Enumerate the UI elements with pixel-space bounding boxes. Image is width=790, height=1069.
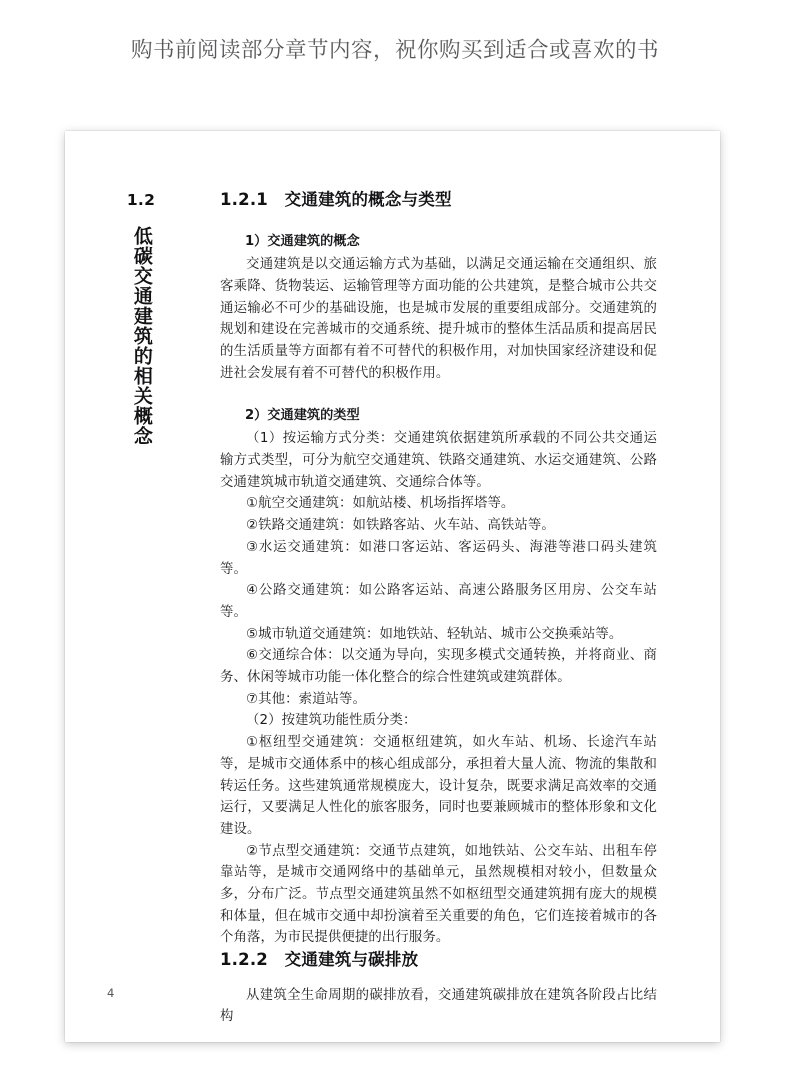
list-item: ⑥交通综合体：以交通为导向，实现多模式交通转换，并将商业、商务、休闲等城市功能一体化整合的综合性建筑或建筑群体。 xyxy=(220,648,657,686)
list-item: ②铁路交通建筑：如铁路客站、火车站、高铁站等。 xyxy=(246,518,555,534)
chapter-number: 1.2 xyxy=(126,191,156,209)
body-text-column xyxy=(220,189,657,1028)
paragraph: （2）按建筑功能性质分类： xyxy=(246,713,417,729)
subsection-heading-2: 2）交通建筑的类型 xyxy=(245,408,360,424)
paragraph: ②节点型交通建筑：交通节点建筑，如地铁站、公交车站、出租车停靠站等，是城市交通网络中的基础单元，虽然规模相对较小，但数量众多，分布广泛。节点型交通建筑虽然不如枢纽型交通建筑拥有庞大的规模和体量，但在城市交通中却扮演着至关重要的角色，它们连接着城市的各个角落，为市民提供便捷的出行服务。 xyxy=(220,843,657,946)
paragraph: 从建筑全生命周期的碳排放看，交通建筑碳排放在建筑各阶段占比结构 xyxy=(220,987,657,1025)
list-item: ⑦其他：索道站等。 xyxy=(246,691,367,707)
section-heading-1-2-2: 1.2.2 交通建筑与碳排放 xyxy=(220,950,419,970)
page-sheet[interactable] xyxy=(65,131,720,1042)
paragraph: （1）按运输方式分类：交通建筑依据建筑所承载的不同公共交通运输方式类型，可分为航空交通建筑、铁路交通建筑、水运交通建筑、公路交通建筑城市轨道交通建筑、交通综合体等。 xyxy=(220,431,657,490)
page-content xyxy=(65,131,720,1042)
subsection-heading-1: 1）交通建筑的概念 xyxy=(245,234,360,250)
section-heading-1-2-1: 1.2.1 交通建筑的概念与类型 xyxy=(220,190,452,209)
page-number: 4 xyxy=(107,986,115,1000)
chapter-title-vertical: 低碳交通建筑的相关概念 xyxy=(130,225,153,446)
chapter-margin-tab xyxy=(105,193,177,451)
promo-banner xyxy=(0,0,790,96)
promo-banner-text: 购书前阅读部分章节内容，祝你购买到适合或喜欢的书 xyxy=(130,37,659,63)
list-item: ④公路交通建筑：如公路客运站、高速公路服务区用房、公交车站等。 xyxy=(220,583,657,620)
paragraph: 交通建筑是以交通运输方式为基础，以满足交通运输在交通组织、旅客乘降、货物装运、运输管理等方面功能的公共建筑，是整合城市公共交通运输必不可少的基础设施，也是城市发展的重要组成部分。交通建筑的规划和建设在完善城市的交通系统、提升城市的整体生活品质和提高居民的生活质量等方面都有着不可替代的积极作用，对加快国家经济建设和促进社会发展有着不可替代的积极作用。 xyxy=(220,257,657,381)
list-item: ①航空交通建筑：如航站楼、机场指挥塔等。 xyxy=(246,496,515,512)
paragraph: ①枢纽型交通建筑：交通枢纽建筑，如火车站、机场、长途汽车站等，是城市交通体系中的核心组成部分，承担着大量人流、物流的集散和转运任务。这些建筑通常规模庞大，设计复杂，既要求满足高效率的交通运行，又要满足人性化的旅客服务，同时也要兼顾城市的整体形象和文化建设。 xyxy=(220,735,657,837)
list-item: ③水运交通建筑：如港口客运站、客运码头、海港等港口码头建筑等。 xyxy=(220,539,657,577)
list-item: ⑤城市轨道交通建筑：如地铁站、轻轨站、城市公交换乘站等。 xyxy=(246,626,623,642)
